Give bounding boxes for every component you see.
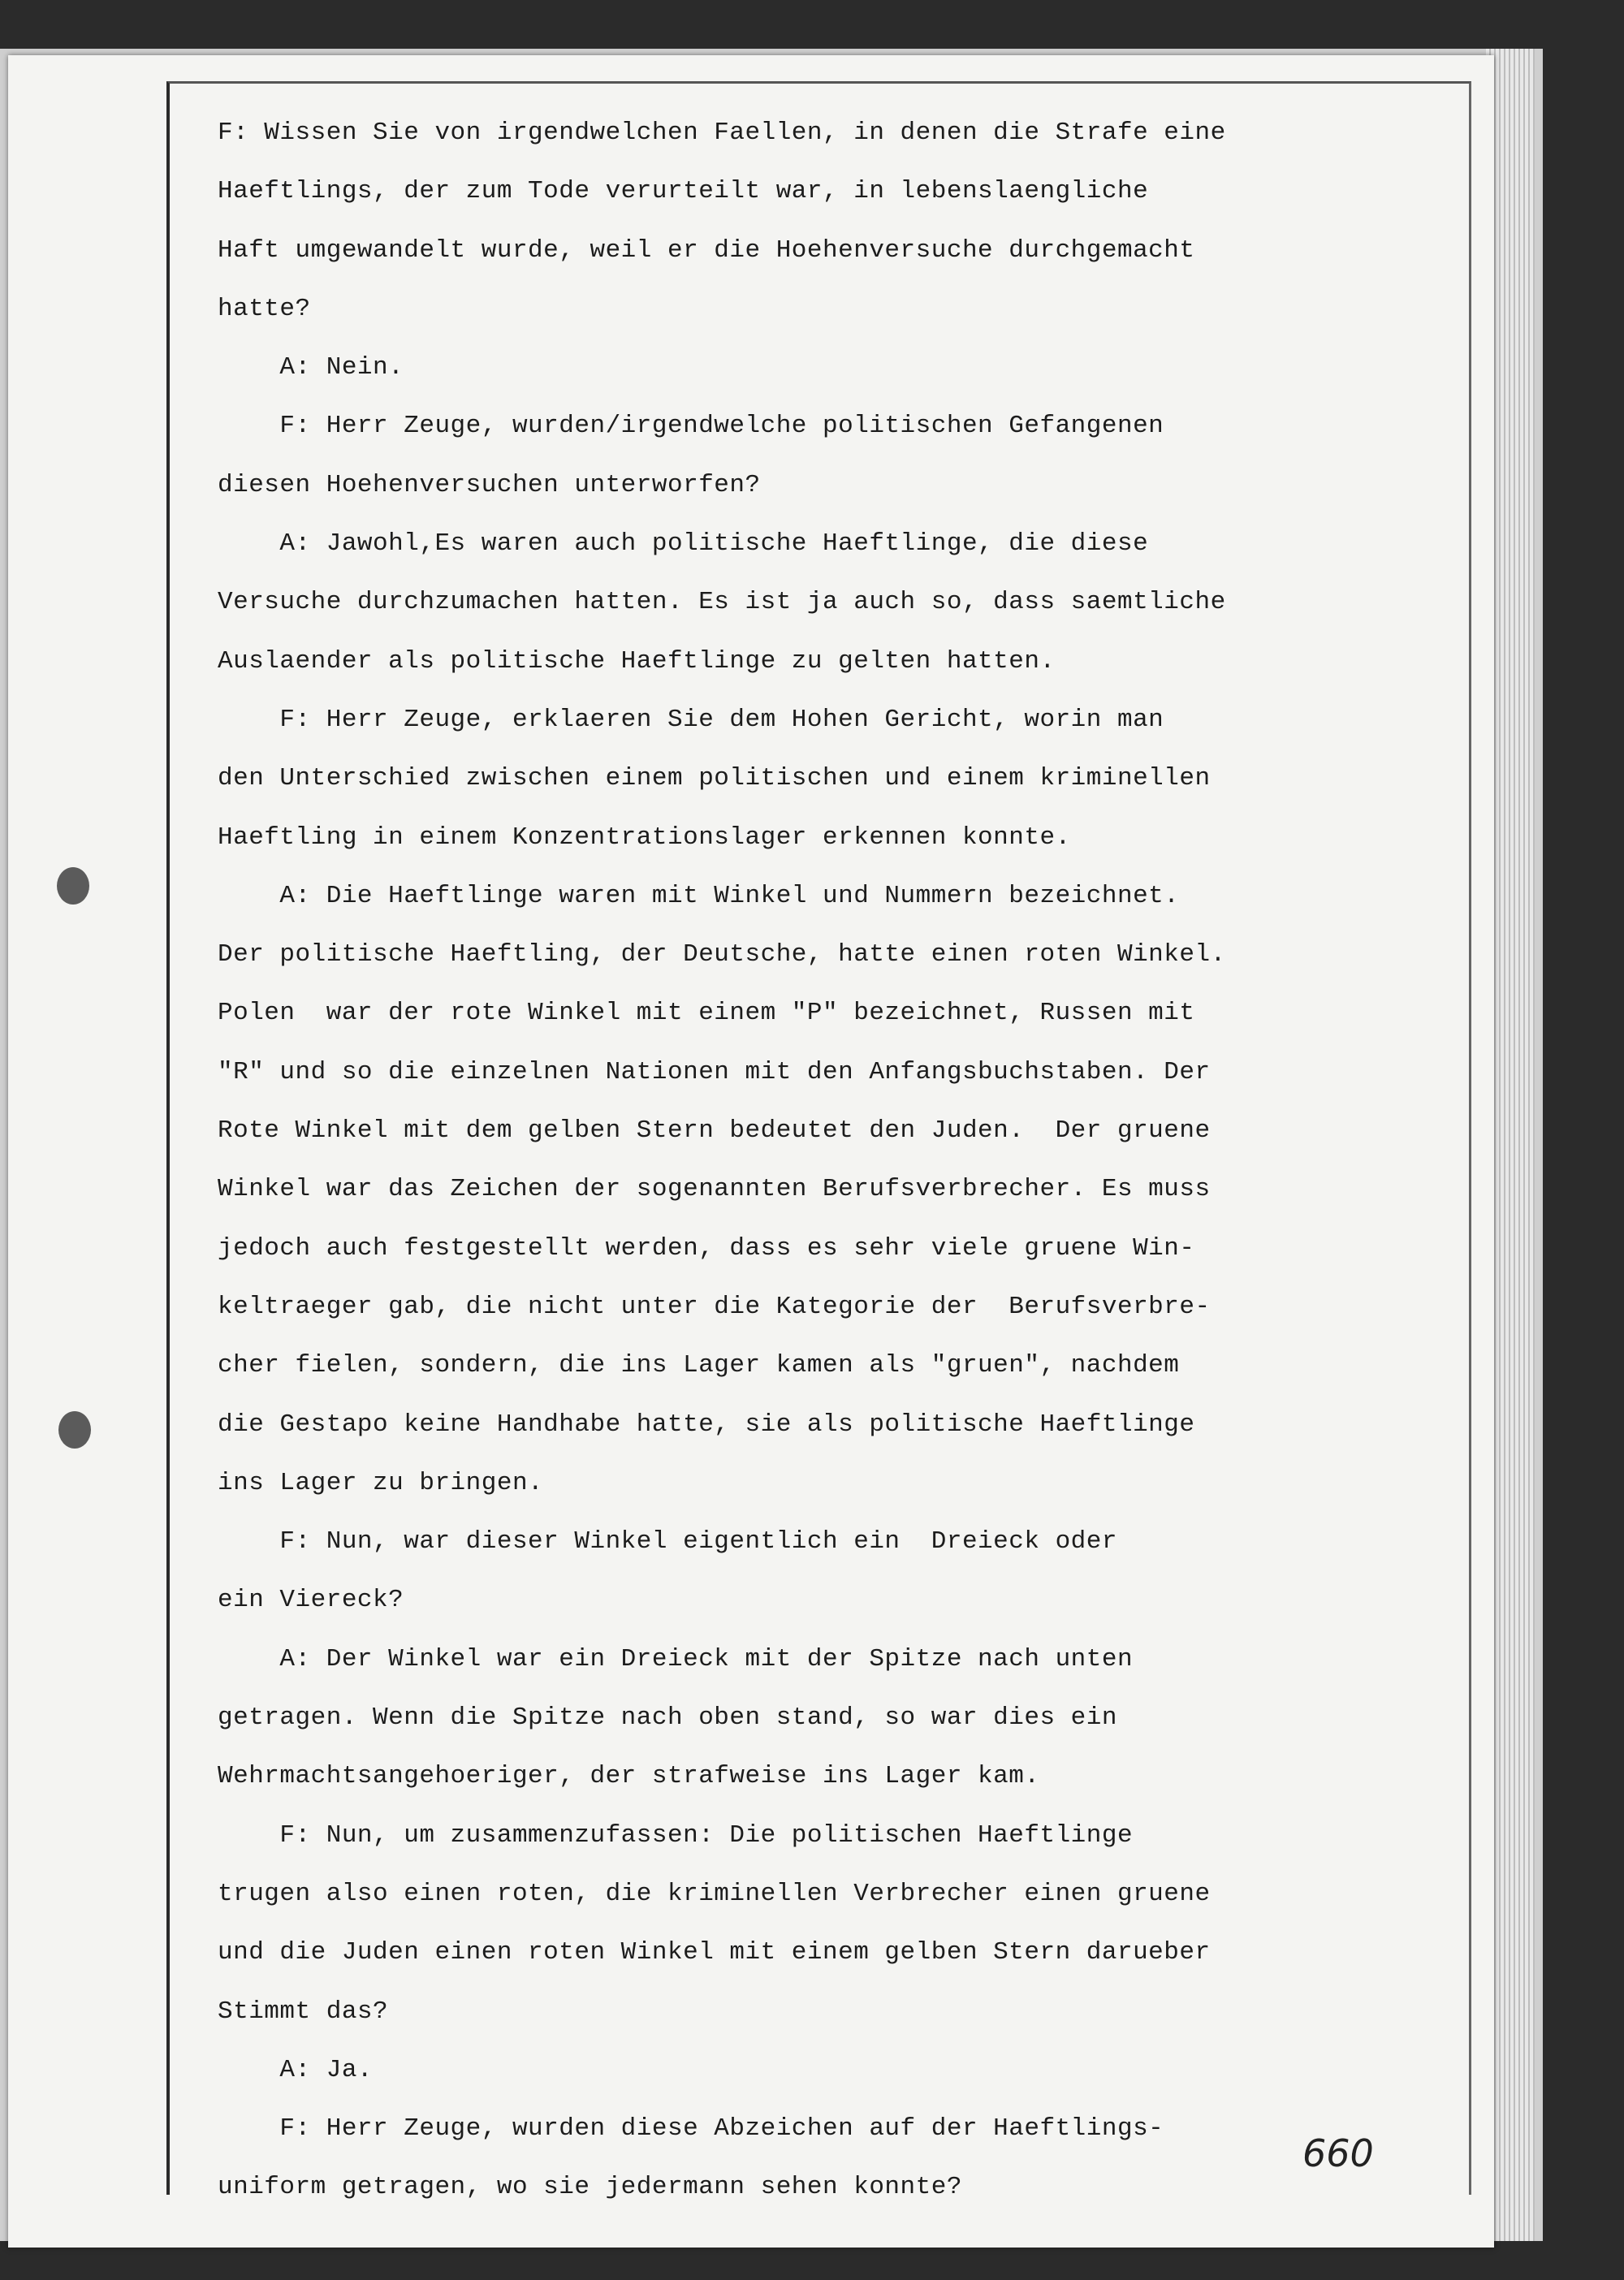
text-line: uniform getragen, wo sie jedermann sehen konnte? — [218, 2173, 962, 2202]
text-line: F: Herr Zeuge, erklaeren Sie dem Hohen Gericht, worin man — [218, 705, 1164, 734]
text-line: A: Die Haeftlinge waren mit Winkel und Nummern bezeichnet. — [218, 881, 1180, 910]
text-line: F: Herr Zeuge, wurden diese Abzeichen auf der Haeftlings- — [218, 2114, 1164, 2144]
text-line: ein Viereck? — [218, 1586, 404, 1615]
text-line: Haft umgewandelt wurde, weil er die Hoehenversuche durchgemacht — [218, 235, 1195, 265]
punch-hole — [58, 1411, 91, 1449]
text-line: A: Der Winkel war ein Dreieck mit der Spitze nach unten — [218, 1644, 1134, 1673]
text-line: Polen war der rote Winkel mit einem "P" bezeichnet, Russen mit — [218, 999, 1195, 1028]
text-line: F: Herr Zeuge, wurden/irgendwelche politischen Gefangenen — [218, 412, 1164, 441]
text-line: F: Nun, um zusammenzufassen: Die politischen Haeftlinge — [218, 1820, 1134, 1850]
text-line: "R" und so die einzelnen Nationen mit den Anfangsbuchstaben. Der — [218, 1057, 1211, 1086]
text-line: Haeftlings, der zum Tode verurteilt war, in lebenslaengliche — [218, 177, 1149, 206]
text-line: diesen Hoehenversuchen unterworfen? — [218, 470, 761, 499]
text-line: und die Juden einen roten Winkel mit einem gelben Stern darueber — [218, 1938, 1211, 1967]
text-line: den Unterschied zwischen einem politischen und einem kriminellen — [218, 764, 1211, 793]
text-line: A: Ja. — [218, 2055, 374, 2084]
text-line: A: Nein. — [218, 353, 404, 382]
text-line: Auslaender als politische Haeftlinge zu gelten hatten. — [218, 646, 1056, 676]
text-line: Wehrmachtsangehoeriger, der strafweise ins Lager kam. — [218, 1762, 1040, 1791]
text-line: Versuche durchzumachen hatten. Es ist ja auch so, dass saemtliche — [218, 588, 1226, 617]
text-line: F: Wissen Sie von irgendwelchen Faellen, in denen die Strafe eine — [218, 119, 1226, 147]
text-line: hatte? — [218, 294, 311, 323]
text-line: jedoch auch festgestellt werden, dass es sehr viele gruene Win- — [218, 1233, 1195, 1263]
text-line: keltraeger gab, die nicht unter die Kategorie der Berufsverbre- — [218, 1292, 1211, 1321]
text-line: Winkel war das Zeichen der sogenannten Berufsverbrecher. Es muss — [218, 1175, 1211, 1204]
text-line: cher fielen, sondern, die ins Lager kamen als "gruen", nachdem — [218, 1351, 1180, 1380]
text-line: A: Jawohl,Es waren auch politische Haeftlinge, die diese — [218, 529, 1149, 559]
text-line: Rote Winkel mit dem gelben Stern bedeutet den Juden. Der gruene — [218, 1116, 1211, 1146]
text-line: Stimmt das? — [218, 1997, 389, 2026]
page-number: 660 — [1302, 2131, 1374, 2175]
typed-text-body — [218, 104, 1387, 2217]
text-line: getragen. Wenn die Spitze nach oben stand, so war dies ein — [218, 1704, 1117, 1733]
text-line: Der politische Haeftling, der Deutsche, hatte einen roten Winkel. — [218, 940, 1226, 969]
text-line: ins Lager zu bringen. — [218, 1468, 544, 1497]
text-line: trugen also einen roten, die kriminellen Verbrecher einen gruene — [218, 1879, 1211, 1908]
punch-hole — [57, 867, 89, 905]
text-line: Haeftling in einem Konzentrationslager erkennen konnte. — [218, 823, 1071, 852]
text-line: F: Nun, war dieser Winkel eigentlich ein Dreieck oder — [218, 1527, 1117, 1557]
text-line: die Gestapo keine Handhabe hatte, sie als politische Haeftlinge — [218, 1410, 1195, 1439]
